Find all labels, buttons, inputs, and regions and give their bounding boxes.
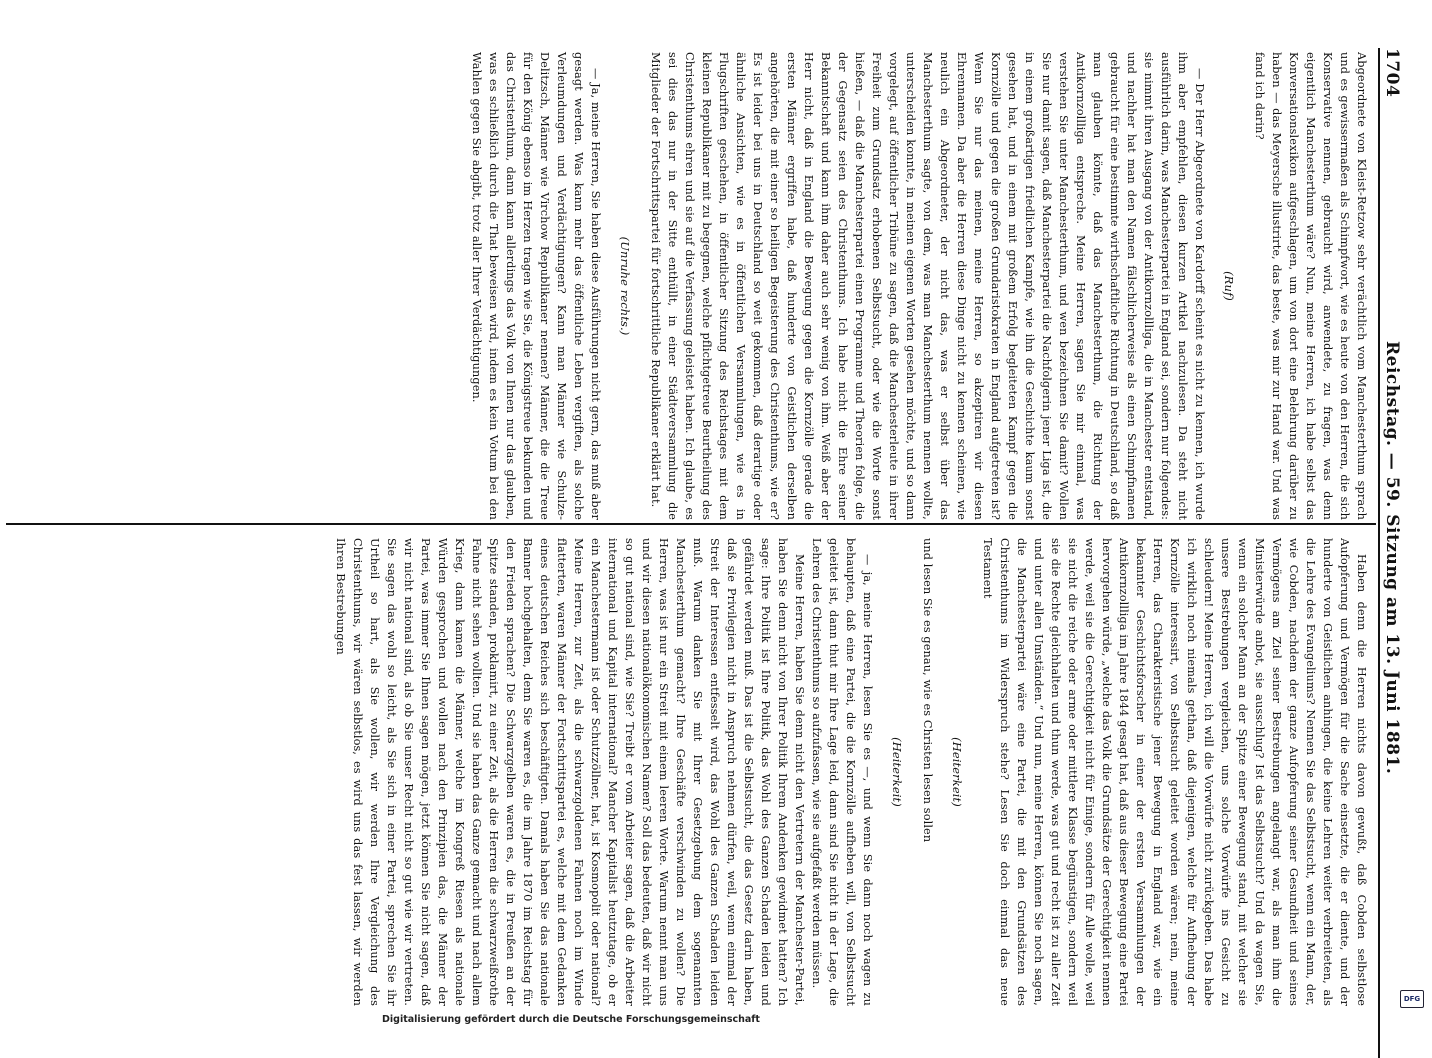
stage-direction: (Unruhe rechts.): [618, 236, 632, 336]
dfg-logo-icon: [1400, 990, 1424, 1008]
header-title: Reichstag. — 59. Sitzung am 13. Juni 1881.: [1382, 341, 1402, 775]
funding-note: Digitalisierung gefördert durch die Deutsche Forschungsgemeinschaft: [382, 1014, 760, 1025]
stage-direction: (Heiterkeit): [950, 737, 964, 807]
column-divider: [6, 523, 1376, 525]
right-column: [332, 538, 1370, 1006]
paragraph: Haben denn die Herren nichts davon gewußt, daß Cobden selbstlose Aufopferung und Vermögen für die Sache einsetzte, die er diente, und der hunderte von Geistlichen anhingen, die keine Lehren weiter verbreiteten, als die Lehre des Evangeliums? Nennen Sie das Selbstsucht, wenn ein Mann, der, wie Cobden, nachdem der ganze Aufopferung seiner Gesundheit und seines Vermögens am Ziel seiner Bestrebungen angelangt war, als man ihm die Ministerwürde anbot, sie ausschlug? Ist das Selbstsucht? Und da wagen Sie, wenn ein solcher Mann an der Spitze einer Bewegung stand, mit welcher sie unsere Bestrebungen vergleichen, uns solche Vorwürfe ins Gesicht zu schleudern! Meine Herren, ich will die Vorwürfe nicht zurückgeben. Das habe ich wirklich noch niemals gethan, daß diejenigen, welche für Aufhebung der Kornzölle interessirt, von Selbstsucht geleitet worden wären; nein, meine Herren, das Charakteristische jener Bewegung in England war, wie ein bekannter Geschichtsforscher in einer der ersten Versammlungen der Antikornzollliga im Jahre 1844 gesagt hat, daß aus dieser Bewegung eine Partei hervorgehen würde, „welche das Volk die Grundsätze der Gerechtigkeit nennen werde, weil sie die Gerechtigkeit nicht für Einige, sondern für Alle wolle, weil sie nicht die reiche oder arme oder mittlere Klasse begünstigen, sondern weil sie die Rechte gleichhalten und thun werde, was gut und recht ist zu aller Zeit und unter allen Umständen.“ Und nun, meine Herren, können Sie noch sagen, die Manchesterpartei wäre eine Partei, die mit den Grundsätzen des Christenthums im Widerspruch stehe? Lesen Sie doch einmal das neue Testament: [981, 538, 1368, 1006]
dfg-logo-text: DFG: [1403, 995, 1421, 1003]
page-header: [1382, 48, 1414, 1058]
paragraph: — Der Herr Abgeordnete von Kardorff scheint es nicht zu kennen, ich wurde ihm aber empfehlen, diesen kurzen Artikel nachzulesen. Da steht nicht ausführlich darin, was Manchesterpartei in England sei, sondern nur folgendes: sie nimmt ihren Ausgang von der Antikornzollliga, die in Manchester entstand, und nachher hat man den Namen fälschlicherweise als einen Schimpfnamen gebraucht für eine bestimmte wirthschaftliche Richtung in Deutschland, so daß man glauben könnte, daß das Manchesterthum, die Richtung der Antikornzollliga entspreche. Meine Herren, sagen Sie mir einmal, was verstehen Sie unter Manchesterthum, und wen bezeichnen Sie damit? Wollen Sie nur damit sagen, daß Manchesterpartei die Nachfolgerin jener Liga ist, die in einem großartigen friedlichen Kampfe, wie ihn die Geschichte kaum sonst gesehen hat, und in einem mit großem Erfolg begleiteten Kampf gegen die Kornzölle und gegen die großen Grundaristokraten in England aufgetreten ist? Wenn Sie nur das meinen, meine Herren, so akzeptiren wir diesen Ehrennamen. Da aber die Herren diese Dinge nicht zu kennen scheinen, wie neulich ein Abgeordneter, der nicht das, was er selbst über das Manchesterthum sagte, von dem, was man Manchesterthum nennen wollte, unterscheiden konnte, in meinen eigenen Worten gesehen möchte, und so dann vorgelegt, auf öffentlicher Tribüne zu sagen, daß die Manchesterleute in ihrer Freiheit zum Grundsatz erhobenen Selbstsucht, oder wie die Worte sonst hießen, — daß die Manchesterpartei einen Programme und Theorien folge, die der Gegensatz seien des Christenthums. Ich habe nicht die Ehre seiner Bekanntschaft und kann ihm daher auch sehr wenig von ihm. Weiß aber der Herr nicht, daß in England die Bewegung gegen die Kornzölle gerade die ersten Männer ergriffen habe, daß hunderte von Geistlichen derselben angehörten, die mit einer so heiligen Begeisterung des Christenthums, wie er? Es ist leider bei uns in Deutschland so weit gekommen, daß derartige oder ähnliche Ansichten, wie es in öffentlichen Versammlungen, wie es in Flugschriften geschehen, in öffentlicher Sitzung des Reichstages mit dem kleinen Republikaner mit zu begegnen, welche pflichtgetreue Beurtheilung des Christenthums ehren und sie auf die Verfassung geleistet haben. Ich glaube, es sei dies das nur in der Sitte enthüllt, in einer Städteversammlung die Mitglieder der Fortschrittspartei für fortschrittliche Republikaner erklärt hat.: [649, 52, 1206, 520]
paragraph: — Ja, meine Herren, Sie haben diese Ausführungen nicht gern, das muß aber gesagt werden. Was kann mehr das öffentliche Leben vergiften, als solche Verleumdungen und Verdächtigungen? Kann man Männer wie Schulze-Delitzsch, Männer wie Virchow Republikaner nennen? Männer, die die Treue für den König ebenso im Herzen tragen wie Sie, die Königstreue bekunden und das Christenthum, dann kann allerdings das Volk von Ihnen nur das glauben, was es schließlich durch die That beweisen wird, indem es kein Votum bei den Wahlen gegen Sie abgibt, trotz aller Ihrer Verdächtigungen.: [470, 52, 602, 520]
paragraph: und lesen Sie es genau, wie es Christen lesen sollen: [921, 538, 934, 843]
paragraph: Abgeordnete von Kleist-Retzow sehr verächtlich vom Manchesterthum sprach und es gewissermaßen als Schimpfwort, wie es heute von den Herren, die sich Konservative nennen, gebraucht wird, anwendete, zu fragen, was denn eigentlich Manchesterthum wäre? Nun, meine Herren, ich habe selbst das Konversationslexikon aufgeschlagen, um von dort eine Belehrung darüber zu haben — das Meyersche illustrirte, das beste, was mir zur Hand war. Und was fand ich darin?: [1253, 52, 1368, 520]
paragraph: Meine Herren, haben Sie denn nicht den Vertretern der Manchester-Partei, haben Sie denn nicht von Ihrer Politik Ihrem Andenken gewidmet hatten? Ich sage: Ihre Politik ist Ihre Politik, das Wohl des Ganzen Schaden leiden und gefährdet werden muß. Das ist die Selbstsucht, die das Gesetz darin haben, daß sie Privilegien nicht in Anspruch nehmen dürfen, weil, wenn einmal der Streit der Interessen entfesselt wird, das Wohl des Ganzen Schaden leiden muß. Warum danken Sie mit Ihrer Gesetzgebung dem sogenannten Manchesterthum gemacht? Ihre Geschäfte verschwinden zu wollen? Die Herren, was ist nur ein Streit mit einem leeren Worte. Warum nennt man uns und wir diesen nationalökonomischen Namen? Soll das bedeuten, daß wir nicht so gut national sind, wie Sie? Treibt er vom Arbeiter sagen, daß die Arbeiter international und Kapital international? Mancher Kapitalist heutzutage, ob er ein Manchestermann ist oder Schutzzöllner, hat, ist Kosmopolit oder national? Meine Herren, zur Zeit, als die schwarzgoldenen Fahnen noch im Winde flatterten, waren Männer der Fortschrittspartei es, welche mit dem Gedanken eines deutschen Reiches sich beschäftigten. Damals haben Sie das nationale Banner hochgehalten, denn Sie waren es, die im Jahre 1870 im Reichstag für den Frieden sprachen? Die Schwarzgelben waren es, die in Preußen an der Spitze standen, proklamirt, zu einer Zeit, als die Herren die schwarzweißrothe Fahne nicht sehen wollten. Und sie haben das Ganze gemacht und nach allem Krieg, dann kamen die Männer, welche im Kongreß Riesen als nationale Würden gesprochen und wollen nach den Prinzipien das, die Männer der Partei, was immer Sie Ihnen sagen mögen, jetzt können Sie nicht sagen, daß wir nicht national sind, als ob Sie unser Recht nicht so gut wie wir vertreten. Sie sagen das wohl so leicht, als Sie sich in einer Partei, sprechen Sie ihr Urtheil so hart, als Sie wollen, wir werden Ihre Vergleichung des Christenthums, wir wären selbstlos, es wird uns das fest lassen, wir werden Ihren Bestrebungen: [334, 538, 806, 1006]
header-rule: [1378, 48, 1380, 1058]
page-number: 1704: [1382, 48, 1402, 98]
paragraph: — ja, meine Herren, lesen Sie es —, und wenn Sie dann noch wagen zu behaupten, daß eine Partei, die die Kornzölle aufheben will, von Selbstsucht geleitet ist, dann thut mir Ihre Lage leid, dann sind Sie nicht in der Lage, die Lehren des Christenthums so aufzufassen, wie sie aufgefaßt werden müssen.: [810, 538, 874, 1006]
stage-direction: (Heiterkeit): [890, 737, 904, 807]
stage-direction: (Ruf): [1222, 271, 1236, 301]
left-column: [468, 52, 1370, 520]
